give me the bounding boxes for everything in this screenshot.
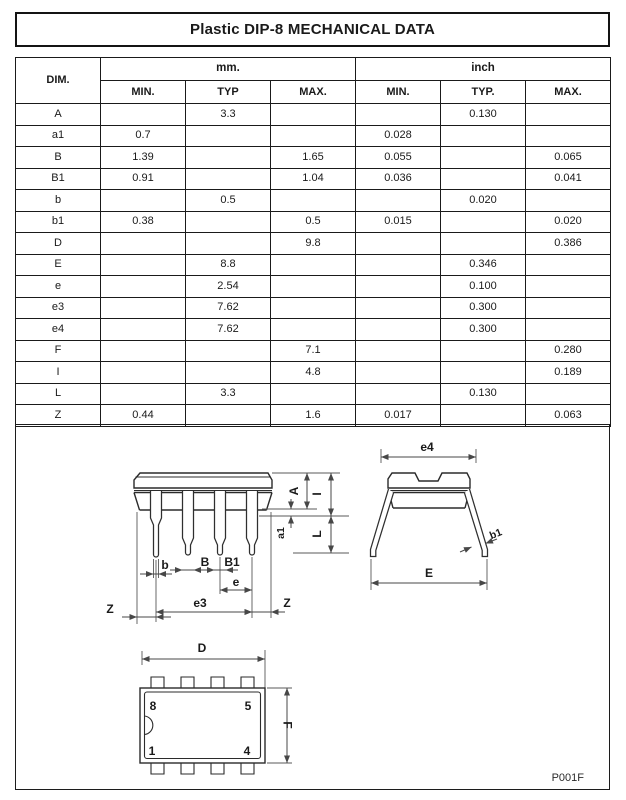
table-row	[16, 254, 611, 276]
mm-value-cell: 0.38	[101, 211, 186, 233]
mm-value-cell	[101, 104, 186, 126]
inch-value-cell: 0.130	[441, 383, 526, 405]
inch-value-cell: 0.017	[356, 405, 441, 427]
inch-value-cell: 0.100	[441, 276, 526, 298]
mm-value-cell: 0.91	[101, 168, 186, 190]
inch-value-cell: 0.280	[526, 340, 611, 362]
dim-cell: E	[16, 254, 101, 276]
pin-number-5: 5	[244, 699, 252, 713]
mm-value-cell: 1.39	[101, 147, 186, 169]
inch-value-cell	[356, 340, 441, 362]
dim-label-L: L	[310, 530, 324, 538]
end-lead-right	[465, 489, 488, 557]
mm-value-cell	[271, 104, 356, 126]
inch-value-cell	[356, 383, 441, 405]
mm-unit-header: mm.	[101, 58, 356, 81]
inch-value-cell: 0.130	[441, 104, 526, 126]
inch-value-cell	[441, 168, 526, 190]
pin1-index-notch	[145, 716, 153, 735]
dim-cell: e4	[16, 319, 101, 341]
table-row	[16, 362, 611, 384]
inch-value-cell	[526, 125, 611, 147]
inch-value-cell: 0.386	[526, 233, 611, 255]
dim-label-b1: b1	[487, 526, 504, 543]
inch-value-cell	[526, 383, 611, 405]
dim-cell: e3	[16, 297, 101, 319]
inch-value-cell	[526, 297, 611, 319]
col-header-mm-max: MAX.	[271, 81, 356, 104]
mm-value-cell	[186, 233, 271, 255]
mm-value-cell	[271, 276, 356, 298]
dim-label-B1: B1	[224, 555, 240, 569]
mm-value-cell: 3.3	[186, 104, 271, 126]
mm-value-cell	[186, 405, 271, 427]
mm-value-cell: 0.5	[186, 190, 271, 212]
mm-value-cell: 1.6	[271, 405, 356, 427]
dim-label-F: F	[280, 721, 295, 729]
mm-value-cell: 7.62	[186, 319, 271, 341]
inch-value-cell	[441, 125, 526, 147]
dim-label-A: A	[287, 486, 301, 496]
inch-value-cell	[356, 233, 441, 255]
lead-3	[215, 491, 226, 556]
mm-value-cell	[101, 190, 186, 212]
dim-cell: Z	[16, 405, 101, 427]
pin-number-4: 4	[243, 744, 251, 758]
table-row	[16, 125, 611, 147]
inch-value-cell: 0.036	[356, 168, 441, 190]
mm-value-cell	[186, 168, 271, 190]
mm-value-cell	[186, 125, 271, 147]
inch-value-cell: 0.300	[441, 319, 526, 341]
table-row	[16, 383, 611, 405]
end-view	[371, 440, 504, 590]
title-box	[15, 12, 610, 47]
mm-value-cell	[271, 254, 356, 276]
dim-label-z-right: Z	[283, 596, 291, 610]
table-row	[16, 319, 611, 341]
dim-label-B: B	[200, 555, 210, 569]
mm-value-cell: 9.8	[271, 233, 356, 255]
package-drawing	[15, 424, 610, 790]
inch-value-cell: 0.020	[526, 211, 611, 233]
table-row	[16, 211, 611, 233]
inch-value-cell: 0.028	[356, 125, 441, 147]
mm-value-cell	[101, 276, 186, 298]
inch-value-cell	[526, 254, 611, 276]
mm-value-cell: 7.1	[271, 340, 356, 362]
mm-value-cell: 2.54	[186, 276, 271, 298]
mm-value-cell	[101, 254, 186, 276]
dim-cell: F	[16, 340, 101, 362]
table-row	[16, 297, 611, 319]
inch-value-cell	[441, 233, 526, 255]
mechanical-data-table	[15, 57, 611, 427]
table-body	[16, 104, 611, 427]
mm-value-cell	[271, 125, 356, 147]
col-header-inch-typ: TYP.	[441, 81, 526, 104]
table-row	[16, 233, 611, 255]
inch-value-cell: 0.015	[356, 211, 441, 233]
inch-value-cell	[441, 147, 526, 169]
dim-cell: b1	[16, 211, 101, 233]
inch-unit-header: inch	[356, 58, 611, 81]
inch-value-cell	[441, 405, 526, 427]
mm-value-cell: 0.5	[271, 211, 356, 233]
dim-label-e4: e4	[420, 440, 434, 454]
inch-value-cell	[356, 254, 441, 276]
mm-value-cell: 0.44	[101, 405, 186, 427]
dim-cell: B	[16, 147, 101, 169]
dim-label-I: I	[310, 492, 324, 496]
pin-number-8: 8	[149, 699, 157, 713]
drawing-reference-code: P001F	[551, 772, 584, 784]
inch-value-cell: 0.346	[441, 254, 526, 276]
dim-cell: I	[16, 362, 101, 384]
inch-value-cell	[356, 362, 441, 384]
dim-label-z-left: Z	[106, 602, 114, 616]
dim-label-b: b	[161, 558, 169, 572]
table-row	[16, 168, 611, 190]
inch-value-cell	[526, 190, 611, 212]
table-row	[16, 276, 611, 298]
inch-value-cell	[356, 276, 441, 298]
inch-value-cell	[356, 297, 441, 319]
lead-1	[151, 491, 162, 558]
front-view	[106, 473, 349, 624]
end-lead-left	[371, 489, 394, 557]
mm-value-cell	[101, 319, 186, 341]
mm-value-cell	[271, 297, 356, 319]
dim-cell: A	[16, 104, 101, 126]
dim-cell: L	[16, 383, 101, 405]
inch-value-cell	[356, 190, 441, 212]
dim-label-e3: e3	[193, 596, 207, 610]
table-row	[16, 190, 611, 212]
table-row	[16, 104, 611, 126]
inch-value-cell	[441, 211, 526, 233]
dim-cell: b	[16, 190, 101, 212]
dim-cell: a1	[16, 125, 101, 147]
table-row	[16, 340, 611, 362]
inch-value-cell: 0.063	[526, 405, 611, 427]
top-view	[140, 641, 295, 774]
col-header-mm-typ: TYP	[186, 81, 271, 104]
inch-value-cell: 0.065	[526, 147, 611, 169]
dim-cell: B1	[16, 168, 101, 190]
dim-cell: e	[16, 276, 101, 298]
mm-value-cell: 4.8	[271, 362, 356, 384]
lead-2	[183, 491, 194, 556]
mm-value-cell: 3.3	[186, 383, 271, 405]
dim-label-a1: a1	[275, 527, 287, 539]
mm-value-cell	[101, 340, 186, 362]
inch-value-cell: 0.300	[441, 297, 526, 319]
inch-value-cell: 0.020	[441, 190, 526, 212]
pin-number-1: 1	[148, 744, 156, 758]
mm-value-cell	[186, 211, 271, 233]
mm-value-cell	[101, 362, 186, 384]
inch-value-cell	[526, 319, 611, 341]
inch-value-cell	[526, 276, 611, 298]
col-header-mm-min: MIN.	[101, 81, 186, 104]
inch-value-cell: 0.189	[526, 362, 611, 384]
col-header-inch-max: MAX.	[526, 81, 611, 104]
mm-value-cell: 1.04	[271, 168, 356, 190]
inch-value-cell	[526, 104, 611, 126]
mm-value-cell: 0.7	[101, 125, 186, 147]
col-header-inch-min: MIN.	[356, 81, 441, 104]
mm-value-cell	[186, 340, 271, 362]
inch-value-cell: 0.055	[356, 147, 441, 169]
inch-value-cell	[441, 362, 526, 384]
inch-value-cell: 0.041	[526, 168, 611, 190]
mm-value-cell	[101, 233, 186, 255]
inch-value-cell	[441, 340, 526, 362]
inch-value-cell	[356, 104, 441, 126]
dim-column-header: DIM.	[16, 58, 101, 104]
table-row	[16, 147, 611, 169]
mm-value-cell	[186, 147, 271, 169]
mm-value-cell	[101, 297, 186, 319]
mm-value-cell: 1.65	[271, 147, 356, 169]
mm-value-cell: 7.62	[186, 297, 271, 319]
mm-value-cell: 8.8	[186, 254, 271, 276]
dim-label-e: e	[232, 575, 240, 589]
mm-value-cell	[101, 383, 186, 405]
dim-label-D: D	[197, 641, 207, 655]
dim-label-E: E	[424, 566, 434, 580]
dim-cell: D	[16, 233, 101, 255]
mm-value-cell	[271, 190, 356, 212]
table-row	[16, 405, 611, 427]
inch-value-cell	[356, 319, 441, 341]
mm-value-cell	[271, 383, 356, 405]
page-title: Plastic DIP-8 MECHANICAL DATA	[190, 21, 435, 38]
mm-value-cell	[186, 362, 271, 384]
lead-4	[247, 491, 258, 556]
mm-value-cell	[271, 319, 356, 341]
